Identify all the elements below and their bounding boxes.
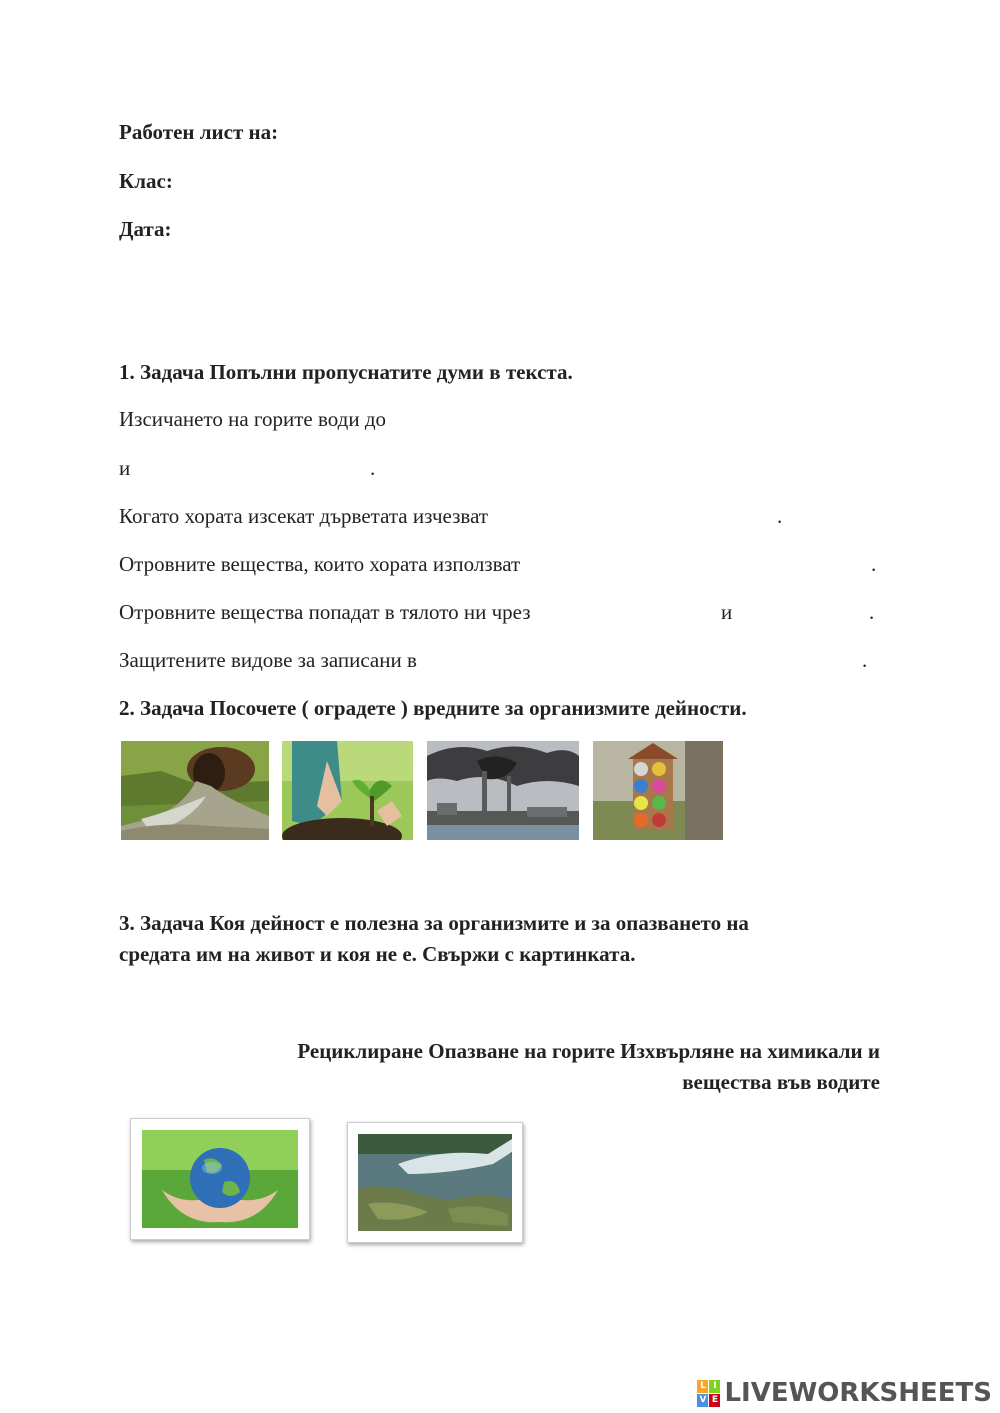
task1-line5-end: .: [869, 600, 875, 624]
task1-line4: Отровните вещества, които хората използват: [119, 552, 521, 576]
factory-smoke-photo[interactable]: [427, 741, 579, 840]
task1-line1: Изсичането на горите води до: [119, 407, 387, 431]
earth-in-hands-photo[interactable]: [130, 1118, 310, 1240]
task1-line5: Отровните вещества попадат в тялото ни чрез: [119, 600, 531, 624]
task3-title-line2: средата им на живот и коя не е. Свържи с картинката.: [119, 942, 636, 966]
task1-title: 1. Задача Попълни пропуснатите думи в текста.: [119, 360, 573, 384]
task3-words-line1: Рециклиране Опазване на горите Изхвърляне на химикали и: [297, 1039, 880, 1063]
task1-line4-end: .: [871, 552, 877, 576]
date-label: Дата:: [119, 217, 172, 241]
task1-line2-end: .: [370, 456, 376, 480]
name-label: Работен лист на:: [119, 120, 279, 144]
insect-hotel-photo[interactable]: [593, 741, 723, 840]
task1-line5-mid: и: [721, 600, 733, 624]
sewage-pipe-photo[interactable]: [121, 741, 269, 840]
logo-brand-text: LIVEWORKSHEETS: [724, 1378, 992, 1408]
task1-line3: Когато хората изсекат дърветата изчезват: [119, 504, 489, 528]
task3-words: [297, 1036, 880, 1098]
task1-line2-start: и: [119, 456, 131, 480]
task3-words-line2: вещества във водите: [682, 1070, 880, 1094]
task1-line6-end: .: [862, 648, 868, 672]
task3-title-line1: 3. Задача Коя дейност е полезна за организмите и за опазването на: [119, 911, 749, 935]
liveworksheets-logo: [697, 1378, 992, 1408]
logo-badge-icon: L I V E: [697, 1380, 720, 1407]
planting-tree-photo[interactable]: [282, 741, 413, 840]
class-label: Клас:: [119, 169, 173, 193]
task2-title: 2. Задача Посочете ( оградете ) вредните за организмите дейности.: [119, 696, 747, 720]
task1-line6: Защитените видове за записани в: [119, 648, 417, 672]
task1-line3-end: .: [777, 504, 783, 528]
polluted-water-photo[interactable]: [347, 1122, 523, 1243]
